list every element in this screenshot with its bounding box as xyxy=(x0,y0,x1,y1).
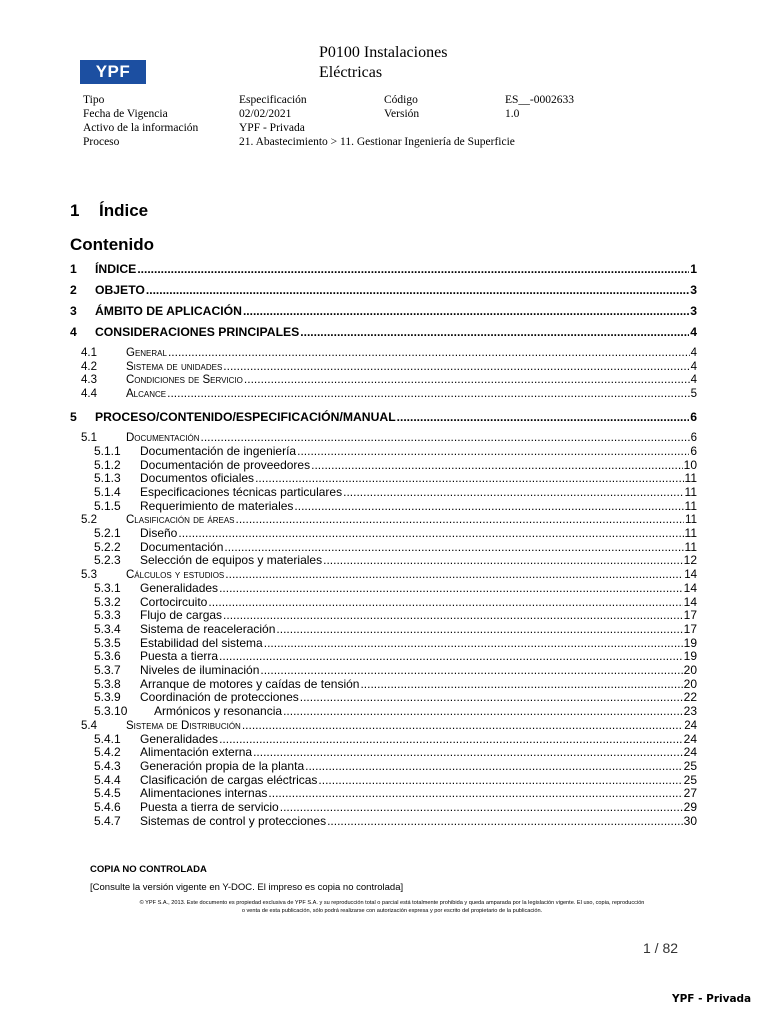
toc-entry-title: Flujo de cargas xyxy=(140,608,223,623)
document-title xyxy=(319,43,447,83)
toc-entry-number: 5.4 xyxy=(81,719,97,732)
toc-entry[interactable] xyxy=(70,800,697,814)
toc-entry-number: 4.4 xyxy=(81,388,97,401)
toc-entry-page: 24 xyxy=(684,719,697,732)
consult-notice: [Consulte la versión vigente en Y-DOC. El impreso es copia no controlada] xyxy=(90,882,404,893)
meta-label: Proceso xyxy=(83,136,120,148)
toc-leader-dots xyxy=(280,800,683,814)
toc-entry[interactable] xyxy=(70,430,697,444)
toc-leader-dots xyxy=(242,718,683,732)
toc-entry-page: 24 xyxy=(683,745,697,760)
toc-entry-page: 5 xyxy=(690,388,697,401)
toc-entry-page: 11 xyxy=(684,539,697,554)
toc-entry[interactable] xyxy=(70,595,697,609)
legal-line: o venta de esta publicación, sólo podrá realizarse con autorización expresa y por escrito del propietario de la publicación. xyxy=(241,908,543,914)
toc-entry-title: Puesta a tierra de servicio xyxy=(140,800,279,814)
meta-value: YPF - Privada xyxy=(239,122,305,134)
toc-entry-page: 3 xyxy=(690,304,697,318)
toc-entry-title: Generalidades xyxy=(140,580,219,595)
toc-entry[interactable] xyxy=(70,304,697,318)
toc-entry-number: 5.2 xyxy=(81,514,97,527)
meta-label: Versión xyxy=(384,108,420,120)
toc-entry-title: Arranque de motores y caídas de tensión xyxy=(140,676,360,691)
toc-leader-dots xyxy=(168,345,690,359)
toc-leader-dots xyxy=(219,581,683,595)
toc-entry-page: 6 xyxy=(690,432,697,445)
toc-entry-number: 5.3.2 xyxy=(94,594,121,609)
toc-entry-title: Sistema de reaceleración xyxy=(140,621,276,636)
toc-entry-title: CONSIDERACIONES PRINCIPALES xyxy=(95,325,300,339)
meta-value: 1.0 xyxy=(505,108,520,120)
toc-entry-title: ÁMBITO DE APLICACIÓN xyxy=(95,304,242,318)
toc-entry-page: 10 xyxy=(683,457,697,472)
toc-entry[interactable] xyxy=(70,732,697,746)
meta-value: 21. Abastecimiento > 11. Gestionar Ingeniería de Superficie xyxy=(239,136,515,148)
toc-leader-dots xyxy=(276,622,682,636)
toc-entry-title: Documentación de proveedores xyxy=(140,457,311,472)
toc-leader-dots xyxy=(236,512,685,526)
toc-leader-dots xyxy=(294,499,683,513)
toc-entry-title: ÍNDICE xyxy=(95,262,137,276)
toc-leader-dots xyxy=(283,704,683,718)
toc-leader-dots xyxy=(305,759,683,773)
toc-entry-number: 3 xyxy=(70,304,77,318)
toc-entry-title: Sistemas de control y protecciones xyxy=(140,813,327,828)
toc-entry[interactable] xyxy=(70,814,697,828)
toc-leader-dots xyxy=(223,359,689,373)
toc-entry[interactable] xyxy=(70,345,697,359)
toc-entry-number: 5.4.6 xyxy=(94,800,121,814)
toc-entry-number: 5.3.6 xyxy=(94,649,121,664)
toc-leader-dots xyxy=(300,325,689,339)
toc-entry-number: 5.3.5 xyxy=(94,635,121,650)
meta-label: Código xyxy=(384,94,418,106)
toc-leader-dots xyxy=(208,595,682,609)
toc-entry-title: Sistema de Distribución xyxy=(126,719,241,732)
toc-entry-title: Alimentación externa xyxy=(140,745,253,760)
toc-entry-title: Alimentaciones internas xyxy=(140,786,268,801)
toc-entry-page: 22 xyxy=(683,690,697,705)
toc-entry-page: 17 xyxy=(683,608,697,623)
classification-label: YPF - Privada xyxy=(672,993,752,1005)
toc-entry[interactable] xyxy=(70,485,697,499)
toc-leader-dots xyxy=(137,262,689,276)
meta-label: Tipo xyxy=(83,94,105,106)
toc-entry[interactable] xyxy=(70,553,697,567)
toc-entry-page: 24 xyxy=(683,731,697,746)
toc-entry-title: Condiciones de Servicio xyxy=(126,374,243,387)
toc-entry-number: 4.2 xyxy=(81,360,97,373)
toc-entry-number: 5.1.3 xyxy=(94,471,121,486)
toc-entry-title: Cálculos y estudios xyxy=(126,569,225,582)
toc-entry-page: 23 xyxy=(683,704,697,719)
toc-leader-dots xyxy=(343,485,683,499)
toc-entry-number: 5.3.1 xyxy=(94,580,121,595)
toc-leader-dots xyxy=(264,636,683,650)
legal-line: © YPF S.A., 2013. Este documento es propiedad exclusiva de YPF S.A. y su reproducción total o parcial está totalmente prohibida y queda amparada por la legislación vigente. El uso, copia, reproducción xyxy=(139,900,645,906)
toc-entry[interactable] xyxy=(70,458,697,472)
toc-entry[interactable] xyxy=(70,283,697,297)
toc-entry-page: 11 xyxy=(685,514,697,527)
toc-entry[interactable] xyxy=(70,663,697,677)
toc-leader-dots xyxy=(224,540,683,554)
toc-leader-dots xyxy=(318,773,682,787)
toc-entry-number: 5.4.7 xyxy=(94,813,121,828)
toc-entry[interactable] xyxy=(70,718,697,732)
toc-leader-dots xyxy=(243,304,689,318)
toc-entry-number: 5.3.9 xyxy=(94,690,121,705)
toc-entry-title: Armónicos y resonancia xyxy=(154,704,283,719)
toc-entry-page: 17 xyxy=(683,621,697,636)
toc-entry-page: 4 xyxy=(690,360,697,373)
toc-entry-title: Coordinación de protecciones xyxy=(140,690,299,705)
toc-entry-page: 25 xyxy=(683,758,697,773)
toc-entry-page: 11 xyxy=(684,471,697,486)
legal-notice xyxy=(92,899,692,915)
toc-entry[interactable] xyxy=(70,567,697,581)
toc-entry-title: Documentación de ingeniería xyxy=(140,443,297,458)
toc-leader-dots xyxy=(244,372,690,386)
toc-leader-dots xyxy=(201,430,690,444)
toc-entry-title: Sistema de unidades xyxy=(126,360,223,373)
toc-leader-dots xyxy=(260,663,682,677)
toc-leader-dots xyxy=(311,458,683,472)
toc-entry-page: 12 xyxy=(683,553,697,568)
toc-entry-page: 4 xyxy=(690,325,697,339)
toc-entry[interactable] xyxy=(70,690,697,704)
toc-entry-number: 1 xyxy=(70,262,77,276)
toc-entry-title: Clasificación de áreas xyxy=(126,514,235,527)
toc-entry-number: 5.4.1 xyxy=(94,731,121,746)
toc-leader-dots xyxy=(223,608,683,622)
meta-value: Especificación xyxy=(239,94,307,106)
toc-entry[interactable] xyxy=(70,759,697,773)
meta-label: Activo de la información xyxy=(83,122,199,134)
toc-entry[interactable] xyxy=(70,677,697,691)
meta-value: 02/02/2021 xyxy=(239,108,292,120)
toc-entry-title: Especificaciones técnicas particulares xyxy=(140,484,343,499)
toc-entry[interactable] xyxy=(70,359,697,373)
toc-entry-number: 5.4.4 xyxy=(94,772,121,787)
toc-entry[interactable] xyxy=(70,512,697,526)
toc-entry-page: 14 xyxy=(684,569,697,582)
toc-leader-dots xyxy=(397,410,690,424)
toc-entry-page: 1 xyxy=(690,262,697,276)
toc-entry[interactable] xyxy=(70,704,697,718)
toc-entry-number: 5.1 xyxy=(81,432,97,445)
toc-leader-dots xyxy=(323,553,683,567)
toc-entry-page: 20 xyxy=(683,663,697,677)
toc-entry-number: 5.3.7 xyxy=(94,663,121,677)
toc-entry-number: 5.1.4 xyxy=(94,484,121,499)
toc-entry[interactable] xyxy=(70,444,697,458)
toc-entry-page: 27 xyxy=(683,786,697,801)
toc-entry[interactable] xyxy=(70,745,697,759)
toc-entry[interactable] xyxy=(70,649,697,663)
toc-entry-number: 5.2.1 xyxy=(94,526,121,540)
toc-entry-title: Documentos oficiales xyxy=(140,471,255,486)
toc-entry[interactable] xyxy=(70,540,697,554)
toc-entry-number: 5.3.4 xyxy=(94,621,121,636)
toc-entry-title: Generación propia de la planta xyxy=(140,758,305,773)
toc-entry-number: 5.2.2 xyxy=(94,539,121,554)
toc-entry-number: 4.3 xyxy=(81,374,97,387)
toc-entry-number: 4 xyxy=(70,325,77,339)
toc-entry-number: 5.3.3 xyxy=(94,608,121,623)
toc-entry-number: 5.4.3 xyxy=(94,758,121,773)
toc-entry-page: 19 xyxy=(683,635,697,650)
toc-entry-number: 5.3.8 xyxy=(94,676,121,691)
contents-title: Contenido xyxy=(70,235,155,254)
toc-entry[interactable] xyxy=(70,786,697,800)
toc-entry-title: Niveles de iluminación xyxy=(140,663,260,677)
toc-entry-title: Estabilidad del sistema xyxy=(140,635,263,650)
meta-label: Fecha de Vigencia xyxy=(83,108,168,120)
toc-entry-title: Puesta a tierra xyxy=(140,649,219,664)
toc-entry-title: Diseño xyxy=(140,526,178,540)
toc-entry-page: 4 xyxy=(690,374,697,387)
toc-leader-dots xyxy=(253,745,683,759)
page-indicator: 1 / 82 xyxy=(643,940,679,956)
toc-entry-title: Clasificación de cargas eléctricas xyxy=(140,772,318,787)
toc-entry-number: 5.3 xyxy=(81,569,97,582)
toc-entry-number: 5.1.5 xyxy=(94,498,121,513)
toc-entry-title: Documentación xyxy=(126,432,200,445)
section-title: Índice xyxy=(99,201,149,220)
toc-entry-page: 11 xyxy=(684,484,697,499)
toc-entry-number: 5.2.3 xyxy=(94,553,121,568)
toc-entry-page: 11 xyxy=(684,498,697,513)
toc-leader-dots xyxy=(225,567,683,581)
toc-entry-page: 30 xyxy=(683,813,697,828)
toc-entry-page: 29 xyxy=(683,800,697,814)
document-title-line2: Eléctricas xyxy=(319,64,383,81)
toc-entry-page: 6 xyxy=(690,410,697,425)
toc-entry-page: 25 xyxy=(683,772,697,787)
toc-entry-number: 5.1.2 xyxy=(94,457,121,472)
toc-entry[interactable] xyxy=(70,608,697,622)
toc-entry-page: 19 xyxy=(683,649,697,664)
toc-entry-number: 5.1.1 xyxy=(94,443,121,458)
toc-entry-page: 3 xyxy=(690,283,697,297)
toc-entry-number: 5.4.2 xyxy=(94,745,121,760)
toc-entry[interactable] xyxy=(70,581,697,595)
toc-entry-number: 4.1 xyxy=(81,347,97,359)
toc-entry-number: 5.4.5 xyxy=(94,786,121,801)
toc-entry-title: Alcance xyxy=(126,388,167,401)
toc-entry-number: 2 xyxy=(70,283,77,297)
toc-entry-title: General xyxy=(126,347,167,359)
toc-leader-dots xyxy=(268,786,682,800)
toc-entry[interactable] xyxy=(70,410,697,424)
toc-entry[interactable] xyxy=(70,325,697,339)
toc-entry-page: 4 xyxy=(690,347,697,359)
toc-leader-dots xyxy=(297,444,689,458)
toc-entry[interactable] xyxy=(70,471,697,485)
toc-entry-number: 5.3.10 xyxy=(94,704,128,719)
section-heading xyxy=(70,201,148,221)
toc-leader-dots xyxy=(178,526,683,540)
toc-entry-number: 5 xyxy=(70,410,77,425)
toc-entry[interactable] xyxy=(70,372,697,386)
meta-value: ES__-0002633 xyxy=(505,94,574,106)
toc-leader-dots xyxy=(300,690,683,704)
toc-leader-dots xyxy=(167,386,689,400)
toc-leader-dots xyxy=(255,471,683,485)
toc-entry-title: Requerimiento de materiales xyxy=(140,498,294,513)
toc-entry-page: 14 xyxy=(683,594,697,609)
toc-leader-dots xyxy=(219,732,683,746)
toc-entry-page: 14 xyxy=(683,580,697,595)
toc-entry-page: 11 xyxy=(684,526,697,540)
toc-entry[interactable] xyxy=(70,622,697,636)
toc-entry[interactable] xyxy=(70,499,697,513)
ypf-logo: YPF xyxy=(80,60,146,84)
toc-entry-page: 6 xyxy=(690,443,697,458)
toc-entry[interactable] xyxy=(70,636,697,650)
copy-notice: COPIA NO CONTROLADA xyxy=(90,864,207,875)
toc-entry[interactable] xyxy=(70,526,697,540)
toc-entry-page: 20 xyxy=(683,676,697,691)
document-title-line1: P0100 Instalaciones xyxy=(319,44,448,61)
toc-entry[interactable] xyxy=(70,262,697,276)
toc-entry-title: PROCESO/CONTENIDO/ESPECIFICACIÓN/MANUAL xyxy=(95,410,396,425)
toc-entry-title: OBJETO xyxy=(95,283,145,297)
toc-entry-title: Cortocircuito xyxy=(140,594,208,609)
toc-entry-title: Generalidades xyxy=(140,731,219,746)
toc-entry[interactable] xyxy=(70,773,697,787)
section-number: 1 xyxy=(70,201,80,220)
toc-entry-title: Documentación xyxy=(140,539,224,554)
toc-entry-title: Selección de equipos y materiales xyxy=(140,553,323,568)
toc-entry[interactable] xyxy=(70,386,697,400)
toc-leader-dots xyxy=(146,283,689,297)
toc-leader-dots xyxy=(327,814,683,828)
toc-leader-dots xyxy=(219,649,683,663)
toc-leader-dots xyxy=(360,677,682,691)
